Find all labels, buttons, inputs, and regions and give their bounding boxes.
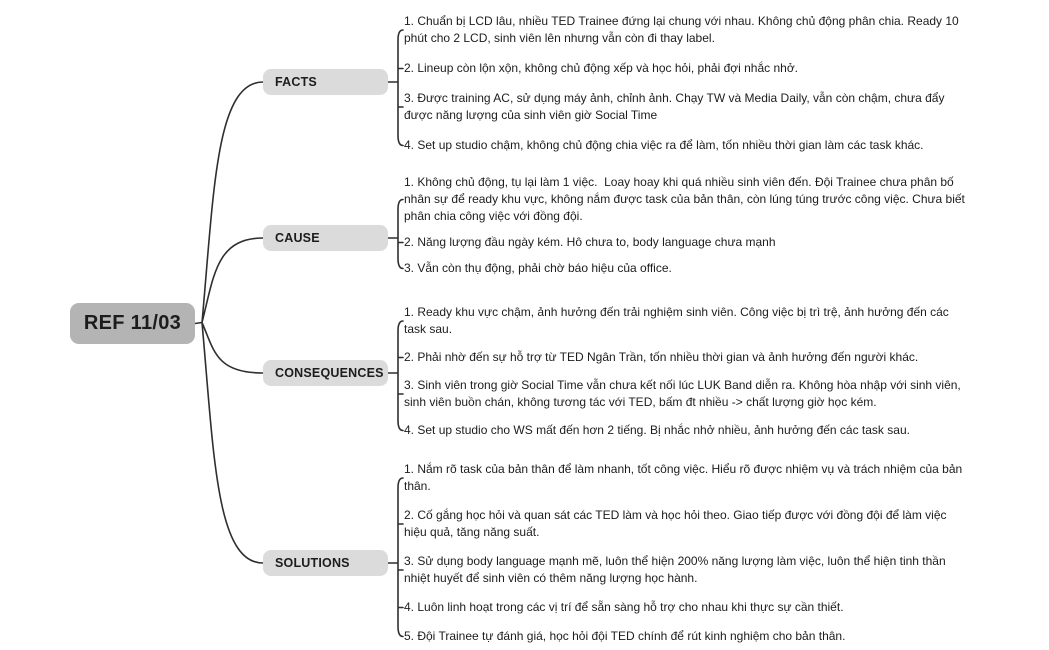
mindmap-item[interactable]: 2. Cố gắng học hỏi và quan sát các TED làm và học hỏi theo. Giao tiếp được với đồng đội để làm việc hiệu quả, tăng năng suất. bbox=[404, 508, 950, 539]
branch-node-cause[interactable]: CAUSE bbox=[263, 225, 388, 251]
mindmap-item[interactable]: 4. Set up studio chậm, không chủ động chia việc ra để làm, tốn nhiều thời gian làm các task khác. bbox=[404, 138, 924, 152]
branch-items-consequences bbox=[404, 304, 1049, 439]
branch-node-facts[interactable]: FACTS bbox=[263, 69, 388, 95]
mindmap-item[interactable]: 3. Vẫn còn thụ động, phải chờ báo hiệu của office. bbox=[404, 261, 672, 275]
mindmap-item[interactable]: 3. Được training AC, sử dụng máy ảnh, chỉnh ảnh. Chạy TW và Media Daily, vẫn còn chậm, chưa đẩy được năng lượng của sinh viên giờ Social Time bbox=[404, 91, 948, 122]
mindmap-item[interactable]: 1. Không chủ động, tụ lại làm 1 việc. Loay hoay khi quá nhiều sinh viên đến. Đội Trainee chưa phân bố nhân sự để ready khu vực, không nắm được task của bản thân, còn lúng túng trước công việc. Chưa biết phân chia công việc với đồng đội. bbox=[404, 175, 969, 223]
mindmap-item[interactable]: 4. Set up studio cho WS mất đến hơn 2 tiếng. Bị nhắc nhở nhiều, ảnh hưởng đến các task sau. bbox=[404, 423, 910, 437]
root-node[interactable]: REF 11/03 bbox=[70, 303, 195, 344]
branch-node-consequences[interactable]: CONSEQUENCES bbox=[263, 360, 388, 386]
mindmap-item[interactable]: 5. Đội Trainee tự đánh giá, học hỏi đội TED chính để rút kinh nghiệm cho bản thân. bbox=[404, 629, 846, 643]
mindmap-item[interactable]: 3. Sử dụng body language mạnh mẽ, luôn thể hiện 200% năng lượng làm việc, luôn thể hiện tinh thần nhiệt huyết để sinh viên có thêm năng lượng học hành. bbox=[404, 554, 949, 585]
branch-items-cause bbox=[404, 174, 1049, 277]
mindmap-item[interactable]: 2. Năng lượng đầu ngày kém. Hô chưa to, body language chưa mạnh bbox=[404, 235, 776, 249]
mindmap-item[interactable]: 2. Phải nhờ đến sự hỗ trợ từ TED Ngân Trần, tốn nhiều thời gian và ảnh hưởng đến người khác. bbox=[404, 350, 919, 364]
branch-items-solutions bbox=[404, 461, 1049, 645]
mindmap-item[interactable]: 1. Ready khu vực chậm, ảnh hưởng đến trải nghiệm sinh viên. Công việc bị trì trệ, ảnh hưởng đến các task sau. bbox=[404, 305, 953, 336]
mindmap-item[interactable]: 4. Luôn linh hoạt trong các vị trí để sẵn sàng hỗ trợ cho nhau khi thực sự cần thiết. bbox=[404, 600, 844, 614]
branch-items-facts bbox=[404, 13, 1049, 154]
branch-node-solutions[interactable]: SOLUTIONS bbox=[263, 550, 388, 576]
mindmap-item[interactable]: 1. Nắm rõ task của bản thân để làm nhanh, tốt công việc. Hiểu rõ được nhiệm vụ và trách nhiệm của bản thân. bbox=[404, 462, 966, 493]
mindmap-item[interactable]: 1. Chuẩn bị LCD lâu, nhiều TED Trainee đứng lại chung với nhau. Không chủ động phân chia. Ready 10 phút cho 2 LCD, sinh viên lên nhưng vẫn còn đi thay label. bbox=[404, 14, 963, 45]
mindmap-item[interactable]: 2. Lineup còn lộn xộn, không chủ động xếp và học hỏi, phải đợi nhắc nhở. bbox=[404, 61, 799, 75]
mindmap-item[interactable]: 3. Sinh viên trong giờ Social Time vẫn chưa kết nối lúc LUK Band diễn ra. Không hòa nhập với sinh viên, sinh viên buồn chán, không tương tác với TED, bấm đt nhiều -> chất lượng giờ học kém. bbox=[404, 378, 965, 409]
mindmap-connector-path bbox=[195, 30, 403, 637]
